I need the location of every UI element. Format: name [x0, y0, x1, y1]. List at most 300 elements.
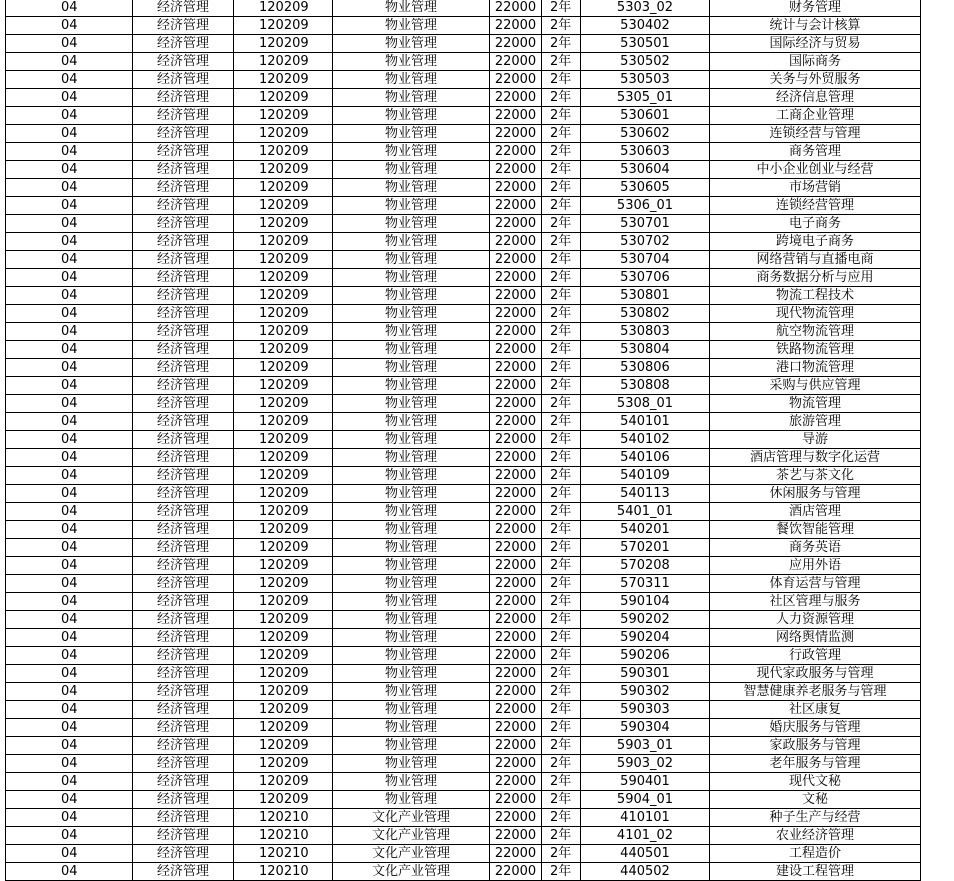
- category-name-cell: 经济管理: [133, 125, 234, 143]
- major-code-cell: 120209: [234, 431, 333, 449]
- source-major-name-cell: 物流管理: [710, 395, 921, 413]
- major-name-cell: 物业管理: [333, 341, 490, 359]
- duration-cell: 2年: [542, 629, 581, 647]
- category-code-cell: 04: [6, 485, 133, 503]
- major-name-cell: 物业管理: [333, 413, 490, 431]
- category-name-cell: 经济管理: [133, 269, 234, 287]
- major-name-cell: 物业管理: [333, 143, 490, 161]
- category-name-cell: 经济管理: [133, 467, 234, 485]
- source-major-name-cell: 航空物流管理: [710, 323, 921, 341]
- tuition-cell: 22000: [490, 233, 542, 251]
- category-code-cell: 04: [6, 17, 133, 35]
- major-name-cell: 物业管理: [333, 323, 490, 341]
- table-row: [6, 773, 921, 791]
- table-row: [6, 323, 921, 341]
- duration-cell: 2年: [542, 359, 581, 377]
- tuition-cell: 22000: [490, 197, 542, 215]
- major-code-cell: 120209: [234, 647, 333, 665]
- tuition-cell: 22000: [490, 485, 542, 503]
- duration-cell: 2年: [542, 737, 581, 755]
- tuition-cell: 22000: [490, 35, 542, 53]
- source-major-code-cell: 590104: [581, 593, 710, 611]
- category-name-cell: 经济管理: [133, 17, 234, 35]
- source-major-name-cell: 酒店管理与数字化运营: [710, 449, 921, 467]
- category-name-cell: 经济管理: [133, 161, 234, 179]
- tuition-cell: 22000: [490, 701, 542, 719]
- table-row: [6, 593, 921, 611]
- source-major-code-cell: 5306_01: [581, 197, 710, 215]
- tuition-cell: 22000: [490, 683, 542, 701]
- major-name-cell: 物业管理: [333, 719, 490, 737]
- source-major-code-cell: 5904_01: [581, 791, 710, 809]
- duration-cell: 2年: [542, 341, 581, 359]
- major-name-cell: 物业管理: [333, 197, 490, 215]
- source-major-code-cell: 5903_02: [581, 755, 710, 773]
- source-major-name-cell: 经济信息管理: [710, 89, 921, 107]
- category-code-cell: 04: [6, 395, 133, 413]
- major-code-cell: 120209: [234, 17, 333, 35]
- category-name-cell: 经济管理: [133, 413, 234, 431]
- table-row: [6, 665, 921, 683]
- major-code-cell: 120210: [234, 827, 333, 845]
- category-code-cell: 04: [6, 197, 133, 215]
- source-major-name-cell: 商务数据分析与应用: [710, 269, 921, 287]
- category-code-cell: 04: [6, 467, 133, 485]
- category-code-cell: 04: [6, 575, 133, 593]
- table-row: [6, 413, 921, 431]
- major-name-cell: 文化产业管理: [333, 845, 490, 863]
- tuition-cell: 22000: [490, 413, 542, 431]
- category-code-cell: 04: [6, 269, 133, 287]
- category-code-cell: 04: [6, 449, 133, 467]
- source-major-name-cell: 婚庆服务与管理: [710, 719, 921, 737]
- table-row: [6, 143, 921, 161]
- source-major-code-cell: 540201: [581, 521, 710, 539]
- duration-cell: 2年: [542, 53, 581, 71]
- tuition-cell: 22000: [490, 773, 542, 791]
- category-name-cell: 经济管理: [133, 809, 234, 827]
- tuition-cell: 22000: [490, 791, 542, 809]
- source-major-code-cell: 5308_01: [581, 395, 710, 413]
- source-major-name-cell: 休闲服务与管理: [710, 485, 921, 503]
- major-name-cell: 物业管理: [333, 251, 490, 269]
- major-name-cell: 物业管理: [333, 611, 490, 629]
- major-code-cell: 120209: [234, 269, 333, 287]
- category-code-cell: 04: [6, 305, 133, 323]
- table-row: [6, 449, 921, 467]
- source-major-name-cell: 关务与外贸服务: [710, 71, 921, 89]
- category-code-cell: 04: [6, 89, 133, 107]
- duration-cell: 2年: [542, 593, 581, 611]
- major-code-cell: 120209: [234, 449, 333, 467]
- category-name-cell: 经济管理: [133, 143, 234, 161]
- category-name-cell: 经济管理: [133, 863, 234, 881]
- duration-cell: 2年: [542, 287, 581, 305]
- category-code-cell: 04: [6, 287, 133, 305]
- major-name-cell: 物业管理: [333, 233, 490, 251]
- source-major-code-cell: 530601: [581, 107, 710, 125]
- major-code-cell: 120209: [234, 557, 333, 575]
- source-major-code-cell: 530806: [581, 359, 710, 377]
- source-major-code-cell: 5903_01: [581, 737, 710, 755]
- table-row: [6, 233, 921, 251]
- category-name-cell: 经济管理: [133, 107, 234, 125]
- source-major-name-cell: 港口物流管理: [710, 359, 921, 377]
- table-row: [6, 521, 921, 539]
- source-major-name-cell: 国际商务: [710, 53, 921, 71]
- tuition-cell: 22000: [490, 845, 542, 863]
- source-major-name-cell: 工商企业管理: [710, 107, 921, 125]
- tuition-cell: 22000: [490, 287, 542, 305]
- tuition-cell: 22000: [490, 521, 542, 539]
- table-row: [6, 539, 921, 557]
- table-row: [6, 215, 921, 233]
- duration-cell: 2年: [542, 611, 581, 629]
- duration-cell: 2年: [542, 269, 581, 287]
- source-major-code-cell: 540101: [581, 413, 710, 431]
- category-code-cell: 04: [6, 701, 133, 719]
- major-code-cell: 120209: [234, 629, 333, 647]
- source-major-name-cell: 连锁经营管理: [710, 197, 921, 215]
- source-major-code-cell: 530602: [581, 125, 710, 143]
- major-code-cell: 120209: [234, 215, 333, 233]
- category-code-cell: 04: [6, 179, 133, 197]
- duration-cell: 2年: [542, 89, 581, 107]
- category-code-cell: 04: [6, 377, 133, 395]
- major-name-cell: 物业管理: [333, 305, 490, 323]
- source-major-code-cell: 590206: [581, 647, 710, 665]
- major-name-cell: 文化产业管理: [333, 863, 490, 881]
- major-code-cell: 120209: [234, 791, 333, 809]
- major-name-cell: 物业管理: [333, 755, 490, 773]
- duration-cell: 2年: [542, 503, 581, 521]
- category-name-cell: 经济管理: [133, 521, 234, 539]
- major-code-cell: 120209: [234, 359, 333, 377]
- source-major-code-cell: 530801: [581, 287, 710, 305]
- category-name-cell: 经济管理: [133, 251, 234, 269]
- category-name-cell: 经济管理: [133, 341, 234, 359]
- major-name-cell: 物业管理: [333, 467, 490, 485]
- category-code-cell: 04: [6, 125, 133, 143]
- major-code-cell: 120209: [234, 683, 333, 701]
- source-major-code-cell: 570201: [581, 539, 710, 557]
- major-code-cell: 120209: [234, 593, 333, 611]
- duration-cell: 2年: [542, 467, 581, 485]
- category-name-cell: 经济管理: [133, 431, 234, 449]
- source-major-code-cell: 4101_02: [581, 827, 710, 845]
- source-major-code-cell: 530501: [581, 35, 710, 53]
- source-major-name-cell: 农业经济管理: [710, 827, 921, 845]
- tuition-cell: 22000: [490, 539, 542, 557]
- major-name-cell: 物业管理: [333, 215, 490, 233]
- tuition-cell: 22000: [490, 809, 542, 827]
- source-major-name-cell: 社区管理与服务: [710, 593, 921, 611]
- duration-cell: 2年: [542, 809, 581, 827]
- major-name-cell: 物业管理: [333, 287, 490, 305]
- category-code-cell: 04: [6, 827, 133, 845]
- duration-cell: 2年: [542, 557, 581, 575]
- major-code-cell: 120209: [234, 233, 333, 251]
- category-name-cell: 经济管理: [133, 197, 234, 215]
- category-code-cell: 04: [6, 431, 133, 449]
- table-row: [6, 179, 921, 197]
- major-code-cell: 120209: [234, 737, 333, 755]
- table-row: [6, 737, 921, 755]
- category-code-cell: 04: [6, 521, 133, 539]
- major-name-cell: 物业管理: [333, 0, 490, 17]
- source-major-name-cell: 酒店管理: [710, 503, 921, 521]
- major-name-cell: 物业管理: [333, 161, 490, 179]
- duration-cell: 2年: [542, 143, 581, 161]
- tuition-cell: 22000: [490, 341, 542, 359]
- tuition-cell: 22000: [490, 719, 542, 737]
- category-name-cell: 经济管理: [133, 305, 234, 323]
- tuition-cell: 22000: [490, 863, 542, 881]
- source-major-name-cell: 物流工程技术: [710, 287, 921, 305]
- source-major-code-cell: 590304: [581, 719, 710, 737]
- major-name-cell: 物业管理: [333, 629, 490, 647]
- source-major-code-cell: 540113: [581, 485, 710, 503]
- major-code-cell: 120209: [234, 503, 333, 521]
- source-major-name-cell: 人力资源管理: [710, 611, 921, 629]
- source-major-name-cell: 导游: [710, 431, 921, 449]
- category-code-cell: 04: [6, 809, 133, 827]
- category-code-cell: 04: [6, 413, 133, 431]
- major-code-cell: 120209: [234, 467, 333, 485]
- major-code-cell: 120209: [234, 161, 333, 179]
- source-major-name-cell: 中小企业创业与经营: [710, 161, 921, 179]
- duration-cell: 2年: [542, 251, 581, 269]
- major-code-cell: 120209: [234, 665, 333, 683]
- major-name-cell: 物业管理: [333, 521, 490, 539]
- category-name-cell: 经济管理: [133, 629, 234, 647]
- category-code-cell: 04: [6, 755, 133, 773]
- table-row: [6, 647, 921, 665]
- category-code-cell: 04: [6, 719, 133, 737]
- major-name-cell: 物业管理: [333, 53, 490, 71]
- major-name-cell: 物业管理: [333, 539, 490, 557]
- source-major-name-cell: 连锁经营与管理: [710, 125, 921, 143]
- tuition-cell: 22000: [490, 611, 542, 629]
- category-name-cell: 经济管理: [133, 683, 234, 701]
- table-row: [6, 827, 921, 845]
- major-name-cell: 物业管理: [333, 359, 490, 377]
- major-name-cell: 物业管理: [333, 647, 490, 665]
- tuition-cell: 22000: [490, 215, 542, 233]
- category-name-cell: 经济管理: [133, 791, 234, 809]
- major-code-cell: 120209: [234, 305, 333, 323]
- duration-cell: 2年: [542, 845, 581, 863]
- source-major-code-cell: 440501: [581, 845, 710, 863]
- major-code-cell: 120209: [234, 575, 333, 593]
- major-code-cell: 120209: [234, 107, 333, 125]
- tuition-cell: 22000: [490, 737, 542, 755]
- major-name-cell: 物业管理: [333, 269, 490, 287]
- category-code-cell: 04: [6, 737, 133, 755]
- table-row: [6, 287, 921, 305]
- table-row: [6, 17, 921, 35]
- major-name-cell: 物业管理: [333, 485, 490, 503]
- tuition-cell: 22000: [490, 0, 542, 17]
- source-major-code-cell: 530701: [581, 215, 710, 233]
- category-code-cell: 04: [6, 611, 133, 629]
- source-major-name-cell: 建设工程管理: [710, 863, 921, 881]
- table-row: [6, 269, 921, 287]
- table-row: [6, 35, 921, 53]
- source-major-code-cell: 530808: [581, 377, 710, 395]
- duration-cell: 2年: [542, 71, 581, 89]
- source-major-code-cell: 530702: [581, 233, 710, 251]
- major-code-cell: 120209: [234, 71, 333, 89]
- major-code-cell: 120209: [234, 125, 333, 143]
- tuition-cell: 22000: [490, 575, 542, 593]
- source-major-name-cell: 国际经济与贸易: [710, 35, 921, 53]
- source-major-code-cell: 530605: [581, 179, 710, 197]
- duration-cell: 2年: [542, 377, 581, 395]
- table-row: [6, 305, 921, 323]
- major-code-cell: 120209: [234, 35, 333, 53]
- duration-cell: 2年: [542, 665, 581, 683]
- duration-cell: 2年: [542, 647, 581, 665]
- category-code-cell: 04: [6, 341, 133, 359]
- category-code-cell: 04: [6, 233, 133, 251]
- major-name-cell: 物业管理: [333, 377, 490, 395]
- category-name-cell: 经济管理: [133, 557, 234, 575]
- data-table: [5, 0, 921, 881]
- table-row: [6, 611, 921, 629]
- table-row: [6, 575, 921, 593]
- source-major-code-cell: 530402: [581, 17, 710, 35]
- source-major-name-cell: 家政服务与管理: [710, 737, 921, 755]
- major-name-cell: 物业管理: [333, 89, 490, 107]
- tuition-cell: 22000: [490, 107, 542, 125]
- duration-cell: 2年: [542, 0, 581, 17]
- tuition-cell: 22000: [490, 593, 542, 611]
- table-row: [6, 161, 921, 179]
- source-major-name-cell: 体育运营与管理: [710, 575, 921, 593]
- major-name-cell: 物业管理: [333, 71, 490, 89]
- category-name-cell: 经济管理: [133, 449, 234, 467]
- table-row: [6, 683, 921, 701]
- source-major-name-cell: 老年服务与管理: [710, 755, 921, 773]
- category-name-cell: 经济管理: [133, 0, 234, 17]
- major-code-cell: 120210: [234, 845, 333, 863]
- category-code-cell: 04: [6, 791, 133, 809]
- category-name-cell: 经济管理: [133, 737, 234, 755]
- table-row: [6, 845, 921, 863]
- source-major-code-cell: 410101: [581, 809, 710, 827]
- source-major-name-cell: 商务管理: [710, 143, 921, 161]
- category-name-cell: 经济管理: [133, 89, 234, 107]
- tuition-cell: 22000: [490, 179, 542, 197]
- major-code-cell: 120209: [234, 485, 333, 503]
- category-name-cell: 经济管理: [133, 233, 234, 251]
- source-major-code-cell: 590401: [581, 773, 710, 791]
- major-code-cell: 120209: [234, 773, 333, 791]
- source-major-code-cell: 530502: [581, 53, 710, 71]
- table-row: [6, 863, 921, 881]
- table-row: [6, 701, 921, 719]
- table-row: [6, 431, 921, 449]
- major-name-cell: 物业管理: [333, 557, 490, 575]
- duration-cell: 2年: [542, 521, 581, 539]
- duration-cell: 2年: [542, 827, 581, 845]
- category-name-cell: 经济管理: [133, 701, 234, 719]
- duration-cell: 2年: [542, 395, 581, 413]
- source-major-name-cell: 网络营销与直播电商: [710, 251, 921, 269]
- duration-cell: 2年: [542, 107, 581, 125]
- duration-cell: 2年: [542, 125, 581, 143]
- category-code-cell: 04: [6, 71, 133, 89]
- source-major-name-cell: 种子生产与经营: [710, 809, 921, 827]
- major-name-cell: 物业管理: [333, 107, 490, 125]
- source-major-name-cell: 商务英语: [710, 539, 921, 557]
- duration-cell: 2年: [542, 323, 581, 341]
- source-major-name-cell: 跨境电子商务: [710, 233, 921, 251]
- major-code-cell: 120209: [234, 395, 333, 413]
- category-name-cell: 经济管理: [133, 611, 234, 629]
- duration-cell: 2年: [542, 773, 581, 791]
- major-name-cell: 文化产业管理: [333, 809, 490, 827]
- source-major-name-cell: 采购与供应管理: [710, 377, 921, 395]
- tuition-cell: 22000: [490, 143, 542, 161]
- duration-cell: 2年: [542, 791, 581, 809]
- source-major-code-cell: 570311: [581, 575, 710, 593]
- tuition-cell: 22000: [490, 431, 542, 449]
- category-name-cell: 经济管理: [133, 593, 234, 611]
- major-name-cell: 物业管理: [333, 773, 490, 791]
- major-code-cell: 120210: [234, 809, 333, 827]
- table-row: [6, 53, 921, 71]
- table-row: [6, 341, 921, 359]
- table-row: [6, 395, 921, 413]
- duration-cell: 2年: [542, 683, 581, 701]
- category-name-cell: 经济管理: [133, 377, 234, 395]
- source-major-code-cell: 590202: [581, 611, 710, 629]
- tuition-cell: 22000: [490, 161, 542, 179]
- major-name-cell: 物业管理: [333, 503, 490, 521]
- major-name-cell: 物业管理: [333, 683, 490, 701]
- tuition-cell: 22000: [490, 827, 542, 845]
- major-code-cell: 120209: [234, 413, 333, 431]
- category-name-cell: 经济管理: [133, 827, 234, 845]
- category-name-cell: 经济管理: [133, 35, 234, 53]
- table-row: [6, 791, 921, 809]
- table-row: [6, 809, 921, 827]
- tuition-cell: 22000: [490, 251, 542, 269]
- category-code-cell: 04: [6, 359, 133, 377]
- source-major-code-cell: 440502: [581, 863, 710, 881]
- major-code-cell: 120209: [234, 719, 333, 737]
- source-major-name-cell: 餐饮智能管理: [710, 521, 921, 539]
- major-code-cell: 120209: [234, 53, 333, 71]
- major-code-cell: 120209: [234, 539, 333, 557]
- major-name-cell: 物业管理: [333, 575, 490, 593]
- table-row: [6, 755, 921, 773]
- category-code-cell: 04: [6, 629, 133, 647]
- major-name-cell: 物业管理: [333, 17, 490, 35]
- source-major-code-cell: 570208: [581, 557, 710, 575]
- table-row: [6, 503, 921, 521]
- major-code-cell: 120209: [234, 611, 333, 629]
- major-code-cell: 120209: [234, 755, 333, 773]
- duration-cell: 2年: [542, 215, 581, 233]
- source-major-name-cell: 网络舆情监测: [710, 629, 921, 647]
- source-major-code-cell: 530802: [581, 305, 710, 323]
- category-code-cell: 04: [6, 773, 133, 791]
- major-code-cell: 120209: [234, 701, 333, 719]
- tuition-cell: 22000: [490, 125, 542, 143]
